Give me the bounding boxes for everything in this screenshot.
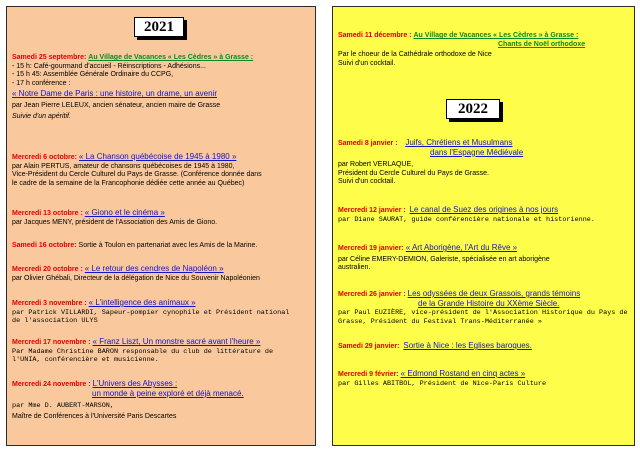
event-line: par Céline EMERY-DEMION, Galeriste, spécialisée en art aborigène (338, 255, 550, 263)
year-2022-heading: 2022 (446, 99, 500, 119)
event-line: - 17 h conférence : (12, 79, 71, 87)
event-line: Suivi d'un cocktail. (338, 178, 396, 186)
event-line: de l'association ULYS (12, 317, 98, 326)
event-title: Juifs, Chrétiens et Musulmans (405, 138, 513, 147)
event-date: Mercredi 17 novembre : (12, 339, 91, 346)
event-title: Les odyssées de deux Grassois, grands témoins (407, 289, 581, 298)
event-title-cont: un monde à peine exploré et déjà menacé. (92, 388, 244, 398)
event-line: - 15 h 45: Assemblée Générale Ordinaire du CCPG, (12, 71, 174, 79)
event-line: Vice-Président du Cercle Culturel du Pays de Grasse. (Conférence donnée dans (12, 171, 262, 179)
event-line: Grasse, Président du Festival Trans-Méditerranée » (338, 317, 542, 326)
event-oct6 (12, 153, 262, 188)
event-jan12 (338, 206, 595, 224)
event-title: « Notre Dame de Paris : une histoire, un drame, un avenir (12, 89, 217, 99)
event-title: « Edmond Rostand en cinq actes » (400, 369, 526, 378)
event-date: Mercredi 19 janvier: (338, 245, 404, 252)
event-date: Mercredi 3 novembre : (12, 300, 87, 307)
event-oct13 (12, 209, 217, 227)
event-place: Au Village de Vacances « Les Cèdres » à Grasse : (413, 32, 579, 39)
event-title-cont: dans l'Espagne Médiévale (430, 147, 524, 157)
event-title: L'Univers des Abysses : (92, 379, 178, 388)
event-feb9 (338, 370, 546, 388)
event-speaker: par Diane SAURAT, guide conférencière nationale et historienne. (338, 215, 595, 224)
event-date: Mercredi 24 novembre : (12, 381, 91, 388)
event-line: Par Madame Christine BARON responsable du club de littérature de (12, 347, 274, 356)
event-line: Président du Cercle Culturel du Pays de Grasse. (338, 169, 489, 177)
event-date: Samedi 25 septembre: (12, 54, 87, 61)
event-date: Mercredi 20 octobre : (12, 266, 83, 273)
event-date: Samedi 11 décembre : (338, 32, 412, 39)
event-dec11 (338, 32, 585, 68)
event-jan8 (338, 139, 523, 187)
event-title: « Giono et le cinéma » (84, 208, 165, 217)
event-line: par Alain PERTUS, amateur de chansons québécoises de 1945 à 1980, (12, 162, 235, 170)
event-oct16 (12, 242, 257, 251)
event-title-cont: de la Grande Histoire du XXème Siècle. (418, 298, 560, 308)
event-nov24 (12, 380, 244, 421)
event-line: - 15 h: Café-gourmand d'accueil - Réinscriptions - Adhésions... (12, 62, 206, 70)
event-nov3 (12, 299, 289, 326)
event-title: « La Chanson québécoise de 1945 à 1980 » (78, 152, 237, 161)
event-title: Le canal de Suez des origines à nos jours (409, 205, 559, 214)
year-2021-heading: 2021 (134, 17, 184, 37)
event-sep25 (12, 54, 253, 121)
event-jan26 (338, 290, 628, 326)
event-line: australien. (338, 264, 371, 272)
event-speaker: par Robert VERLAQUE, (338, 161, 414, 169)
event-date: Samedi 29 janvier: (338, 343, 400, 350)
event-oct20 (12, 265, 260, 283)
event-place: Au Village de Vacances « Les Cèdres » à Grasse : (88, 54, 254, 61)
event-speaker: par Gilles ABITBOL, Président de Nice-Paris Culture (338, 379, 547, 388)
event-line: Maître de Conférences à l'Université Paris Descartes (12, 412, 177, 420)
event-line: par Paul EUZIÈRE, vice-président de l'Association Historique du Pays de (338, 309, 628, 318)
event-date: Mercredi 6 octobre: (12, 154, 77, 161)
event-date: Mercredi 12 janvier : (338, 207, 406, 214)
event-text: Sortie à Toulon en partenariat avec les Amis de la Marine. (78, 242, 258, 249)
event-title: « Art Aborigène, l'Art du Rêve » (405, 243, 518, 252)
event-title: « Le retour des cendres de Napoléon » (84, 264, 224, 273)
event-line: par Patrick VILLARDI, Sapeur-pompier cynophile et Président national (12, 308, 290, 317)
event-title: « Franz Liszt, Un monstre sacré avant l'heure » (92, 337, 261, 346)
event-jan19 (338, 244, 550, 273)
event-speaker: par Olivier Ghébali, Directeur de la délégation de Nice du Souvenir Napoléonien (12, 274, 260, 282)
program-2022-panel (332, 6, 635, 446)
event-date: Samedi 8 janvier : (338, 140, 398, 147)
event-date: Samedi 16 octobre: (12, 242, 77, 249)
event-note: Suivie d'un apéritif. (12, 112, 71, 120)
event-date: Mercredi 26 janvier : (338, 291, 406, 298)
event-line: le cadre de la semaine de la Francophonie dédiée cette année au Québec) (12, 179, 245, 187)
event-line: l'UNIA, conférencière et musicienne. (12, 356, 159, 365)
event-date: Mercredi 9 février: (338, 371, 399, 378)
event-speaker: par Jean Pierre LELEUX, ancien sénateur, ancien maire de Grasse (12, 101, 221, 109)
event-jan29 (338, 342, 532, 352)
event-title: Sortie à Nice : les Eglises baroques. (403, 341, 532, 350)
event-speaker: par Mme D. AUBERT-MARSON, (12, 402, 114, 411)
program-2021-panel (6, 6, 316, 446)
event-line: Par le choeur de la Cathédrale orthodoxe de Nice (338, 51, 492, 59)
event-date: Mercredi 13 octobre : (12, 210, 83, 217)
event-title: Chants de Noël orthodoxe (498, 40, 586, 48)
event-line: Suivi d'un cocktail. (338, 59, 396, 67)
event-title: « L'intelligence des animaux » (88, 298, 196, 307)
event-speaker: par Jacques MENY, président de l'Association des Amis de Giono. (12, 218, 218, 226)
event-nov17 (12, 338, 273, 365)
